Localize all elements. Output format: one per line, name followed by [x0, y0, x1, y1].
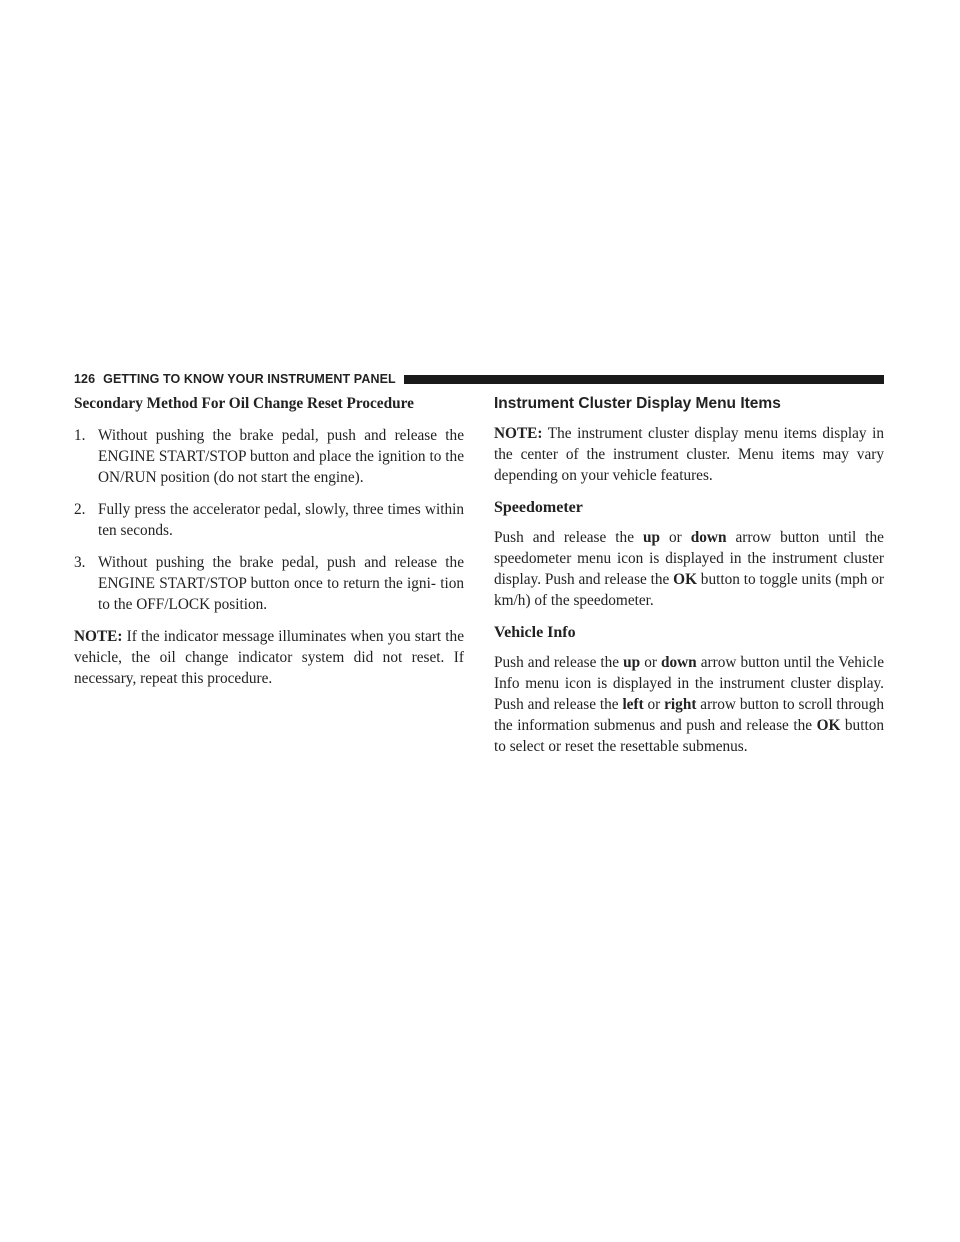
- step-item: [74, 425, 464, 488]
- note-label: NOTE:: [74, 628, 123, 645]
- bold-term: up: [642, 529, 660, 546]
- step-item: [74, 499, 464, 541]
- page-number: 126: [74, 372, 96, 386]
- text-run: arrow button until the speedometer menu icon is displayed in the instrument cluster display. Push and release the: [494, 529, 884, 588]
- speedometer-heading: Speedometer: [494, 499, 583, 516]
- bold-term: right: [664, 696, 697, 713]
- bold-term: OK: [816, 717, 841, 734]
- procedure-steps: [74, 425, 464, 615]
- note-paragraph: [494, 423, 884, 486]
- text-run: arrow button to scroll through the information submenus and push and release the: [494, 696, 884, 734]
- text-run: Push and release the: [494, 654, 624, 671]
- text-run: arrow button until the Vehicle Info menu icon is displayed in the instrument cluster display. Push and release the: [494, 654, 884, 713]
- speedometer-paragraph: [494, 527, 884, 611]
- note-text: If the indicator message illuminates when you start the vehicle, the oil change indicator system did not reset. If necessary, repeat this procedure.: [74, 628, 464, 687]
- step-text: Fully press the accelerator pedal, slowly, three times within ten seconds.: [98, 501, 464, 539]
- note-text: The instrument cluster display menu items display in the center of the instrument cluster. Menu items may vary depending on your vehicle features.: [494, 425, 884, 484]
- text-run: or: [643, 696, 665, 713]
- text-run: button to toggle units (mph or km/h) of the speedometer.: [494, 571, 884, 609]
- left-column: [74, 393, 464, 700]
- step-number: 3.: [74, 554, 86, 571]
- note-label: NOTE:: [494, 425, 543, 442]
- step-text: Without pushing the brake pedal, push and release the ENGINE START/STOP button and place the ignition to the ON/RUN position (do not start the engine).: [98, 427, 464, 486]
- vehicle-info-heading: Vehicle Info: [494, 624, 576, 641]
- step-text: Without pushing the brake pedal, push and release the ENGINE START/STOP button once to return the igni- tion to the OFF/LOCK position.: [98, 554, 464, 613]
- header-rule: [404, 375, 884, 384]
- step-number: 1.: [74, 427, 86, 444]
- page-header: [74, 372, 884, 386]
- bold-term: down: [660, 654, 697, 671]
- header-title: GETTING TO KNOW YOUR INSTRUMENT PANEL: [103, 372, 396, 386]
- bold-term: OK: [673, 571, 697, 588]
- text-run: or: [660, 529, 691, 546]
- note-paragraph: [74, 626, 464, 689]
- section-title: Secondary Method For Oil Change Reset Procedure: [74, 395, 414, 412]
- step-number: 2.: [74, 501, 86, 518]
- bold-term: down: [690, 529, 727, 546]
- text-run: button to select or reset the resettable submenus.: [494, 717, 885, 755]
- bold-term: up: [623, 654, 641, 671]
- text-run: Push and release the: [494, 529, 643, 546]
- step-item: [74, 552, 464, 615]
- vehicle-info-paragraph: [494, 652, 884, 757]
- section-heading: Instrument Cluster Display Menu Items: [494, 395, 781, 412]
- text-run: or: [640, 654, 661, 671]
- bold-term: left: [622, 696, 644, 713]
- right-column: [494, 393, 884, 768]
